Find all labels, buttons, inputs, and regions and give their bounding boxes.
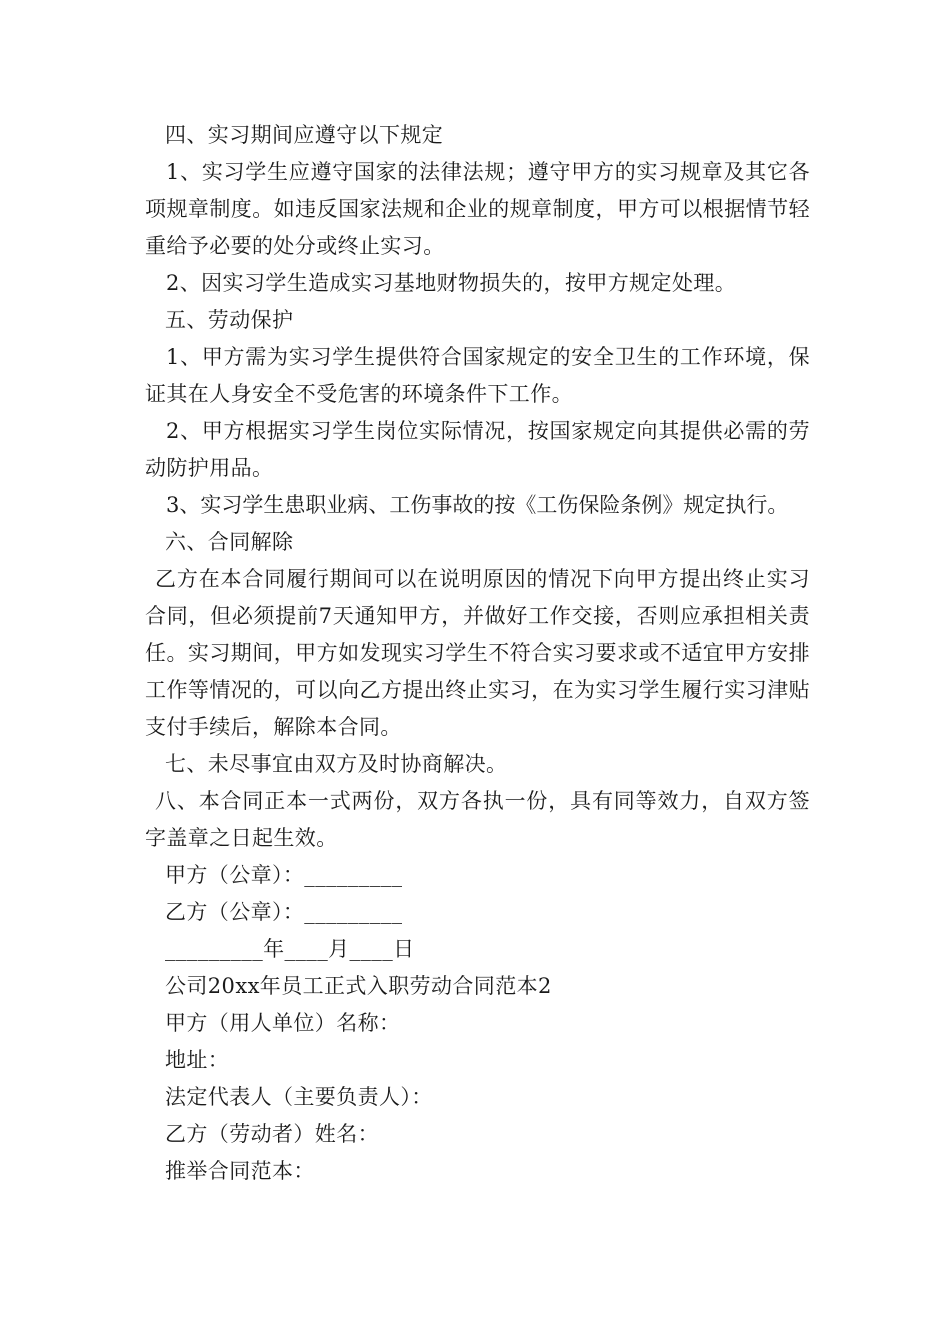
- clause-6-body: 乙方在本合同履行期间可以在说明原因的情况下向甲方提出终止实习合同，但必须提前7天通知甲方，并做好工作交接，否则应承担相关责任。实习期间，甲方如发现实习学生不符合实习要求或不适宜甲方安排工作等情况的，可以向乙方提出终止实习，在为实习学生履行实习津贴支付手续后，解除本合同。: [145, 567, 810, 739]
- recommended-template-field: 推举合同范本：: [165, 1159, 315, 1183]
- section-heading-7: 七、未尽事宜由双方及时协商解决。: [165, 752, 508, 776]
- date-line: _________年____月____日: [165, 937, 415, 961]
- legal-representative-field: 法定代表人（主要负责人）：: [165, 1085, 433, 1109]
- address-field: 地址：: [165, 1048, 230, 1072]
- section-heading-4: 四、实习期间应遵守以下规定: [165, 123, 444, 147]
- document-body: [145, 117, 810, 1190]
- employer-name-field: 甲方（用人单位）名称：: [165, 1011, 401, 1035]
- clause-5-2: 2、甲方根据实习学生岗位实际情况，按国家规定向其提供必需的劳动防护用品。: [145, 419, 810, 480]
- clause-8-body: 八、本合同正本一式两份，双方各执一份，具有同等效力，自双方签字盖章之日起生效。: [145, 789, 810, 850]
- employee-name-field: 乙方（劳动者）姓名：: [165, 1122, 379, 1146]
- clause-4-2: 2、因实习学生造成实习基地财物损失的，按甲方规定处理。: [166, 271, 737, 295]
- party-a-seal-line: 甲方（公章）：_________: [165, 863, 403, 887]
- clause-5-3: 3、实习学生患职业病、工伤事故的按《工伤保险条例》规定执行。: [166, 493, 789, 517]
- section-heading-5: 五、劳动保护: [165, 308, 294, 332]
- contract-2-title: 公司20xx年员工正式入职劳动合同范本2: [165, 974, 552, 998]
- clause-5-1: 1、甲方需为实习学生提供符合国家规定的安全卫生的工作环境，保证其在人身安全不受危害的环境条件下工作。: [145, 345, 810, 406]
- section-heading-6: 六、合同解除: [165, 530, 294, 554]
- party-b-seal-line: 乙方（公章）：_________: [165, 900, 403, 924]
- clause-4-1: 1、实习学生应遵守国家的法律法规；遵守甲方的实习规章及其它各项规章制度。如违反国家法规和企业的规章制度，甲方可以根据情节轻重给予必要的处分或终止实习。: [145, 160, 810, 258]
